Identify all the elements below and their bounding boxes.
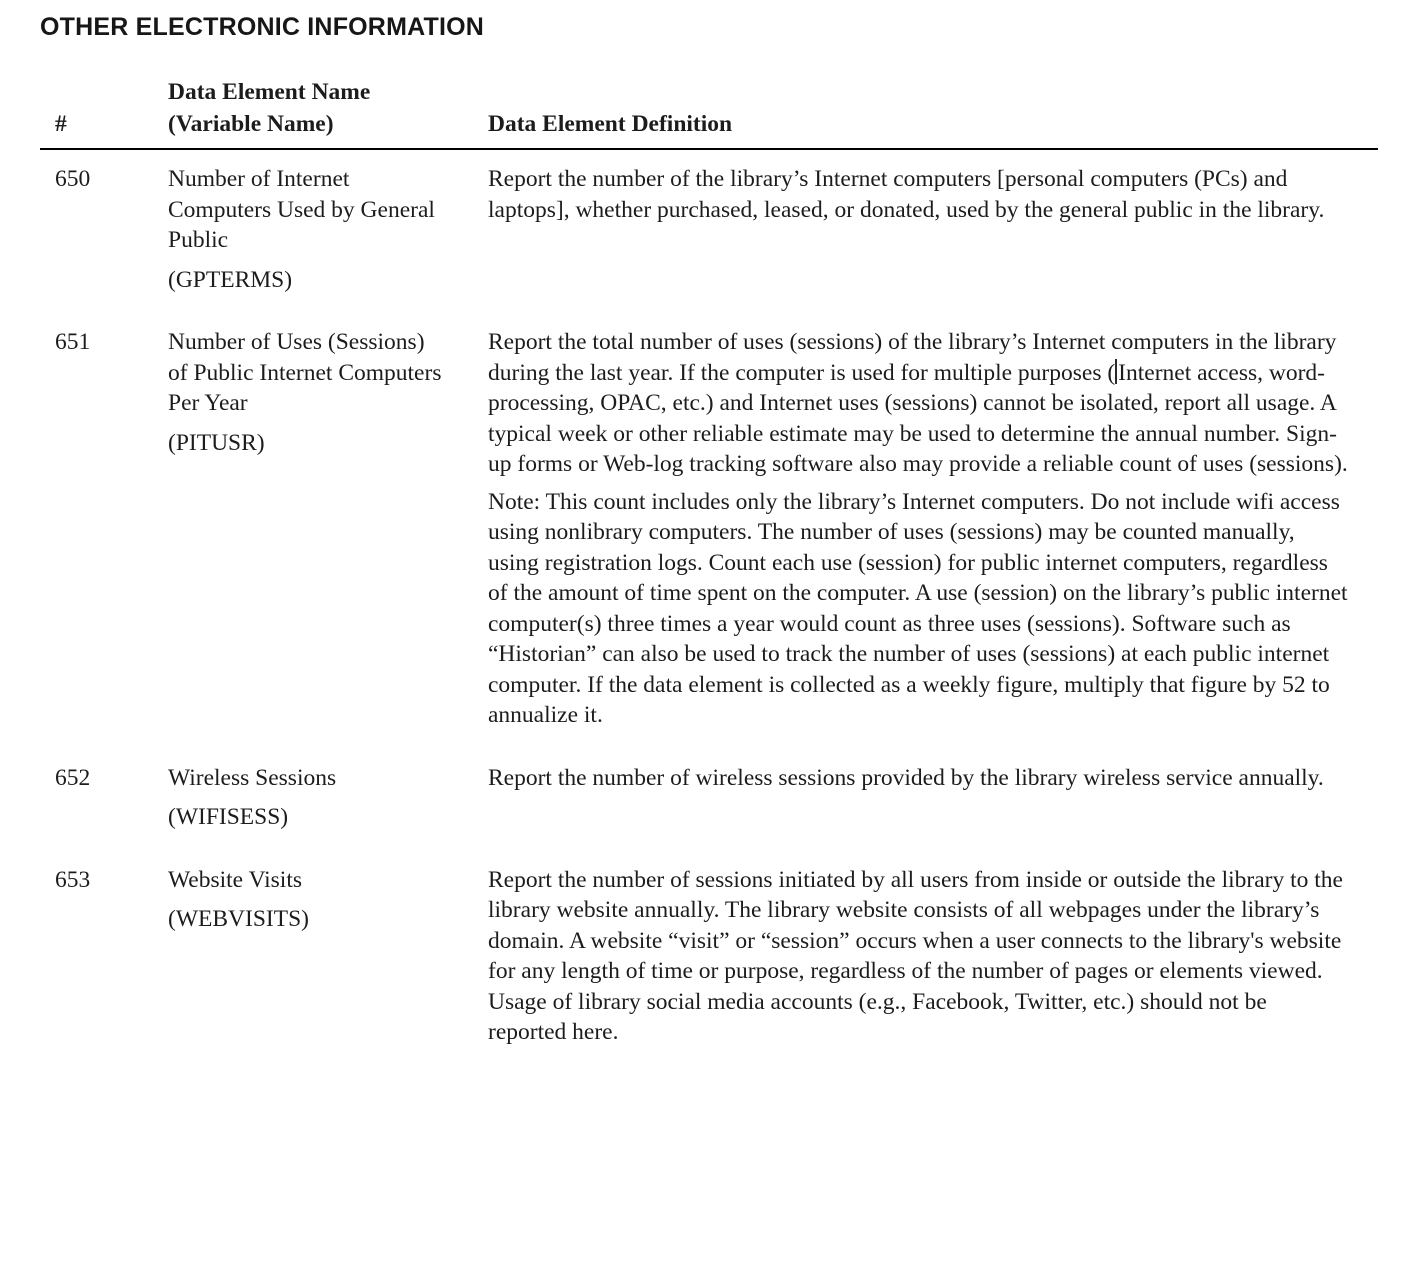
- definition-paragraph: [488, 327, 1350, 480]
- table-row: [40, 763, 1378, 833]
- row-number: 652: [55, 764, 91, 791]
- table-row: [40, 865, 1378, 1048]
- element-name: Website Visits: [168, 866, 303, 893]
- definition-cell: [488, 327, 1378, 731]
- element-name: Number of Uses (Sessions) of Public Internet Computers Per Year: [168, 329, 442, 416]
- header-element-name: [168, 76, 488, 140]
- element-name-cell: [168, 164, 488, 295]
- element-name-cell: [168, 327, 488, 731]
- page-title: OTHER ELECTRONIC INFORMATION: [40, 13, 485, 41]
- definition-paragraph: Report the number of the library’s Internet computers [personal computers (PCs) and laptops], whether purchased, leased, or donated, used by the general public in the library.: [488, 166, 1325, 223]
- header-number: #: [55, 111, 67, 137]
- element-name: Number of Internet Computers Used by General Public: [168, 166, 435, 253]
- table-row: [40, 164, 1378, 295]
- definition-note-paragraph: Note: This count includes only the library’s Internet computers. Do not include wifi access using nonlibrary computers. The number of uses (sessions) may be counted manually, using registration logs. Count each use (session) for public internet computers, regardless of the amount of time spent on the computer. A use (session) on the library’s public internet computer(s) three times a year would count as three uses (sessions). Software such as “Historian” can also be used to track the number of uses (sessions) at each public internet computer. If the data element is collected as a weekly figure, multiply that figure by 52 to annualize it.: [488, 488, 1348, 728]
- element-name: Wireless Sessions: [168, 764, 337, 791]
- variable-name: (PITUSR): [168, 429, 265, 456]
- definition-paragraph: Report the number of sessions initiated by all users from inside or outside the library to the library website annually. The library website consists of all webpages under the library’s domain. A website “visit” or “session” occurs when a user connects to the library's website for any length of time or purpose, regardless of the number of pages or elements viewed. Usage of library social media accounts (e.g., Facebook, Twitter, etc.) should not be reported here.: [488, 866, 1343, 1045]
- data-elements-table: [40, 76, 1378, 1048]
- variable-name: (WEBVISITS): [168, 906, 309, 932]
- row-number: 653: [55, 866, 91, 893]
- row-number: 651: [55, 329, 91, 355]
- definition-text-after-cursor: Internet access, word-processing, OPAC, etc.) and Internet uses (sessions) cannot be isolated, report all usage. A typical week or other reliable estimate may be used to determine the annual number. Sign-up forms or Web-log tracking software also may provide a reliable count of uses (sessions).: [488, 359, 1348, 477]
- row-number: 650: [55, 166, 91, 192]
- header-element-name-line1: Data Element Name: [168, 79, 371, 105]
- definition-cell: [488, 763, 1378, 833]
- table-header-row: [40, 76, 1378, 150]
- variable-name: (GPTERMS): [168, 266, 293, 293]
- definition-paragraph: Report the number of wireless sessions provided by the library wireless service annually.: [488, 764, 1324, 791]
- table-row: [40, 327, 1378, 731]
- element-name-cell: [168, 763, 488, 833]
- element-name-cell: [168, 865, 488, 1048]
- header-definition: Data Element Definition: [488, 111, 733, 137]
- definition-text-before-cursor: Report the total number of uses (sessions) of the library’s Internet computers in the library during the last year. If the computer is used for multiple purposes (: [488, 329, 1337, 386]
- variable-name: (WIFISESS): [168, 804, 289, 830]
- text-cursor-caret: [1115, 359, 1117, 384]
- definition-cell: [488, 164, 1378, 295]
- header-element-name-line2: (Variable Name): [168, 111, 334, 137]
- definition-cell: [488, 865, 1378, 1048]
- table-body: [40, 164, 1378, 1048]
